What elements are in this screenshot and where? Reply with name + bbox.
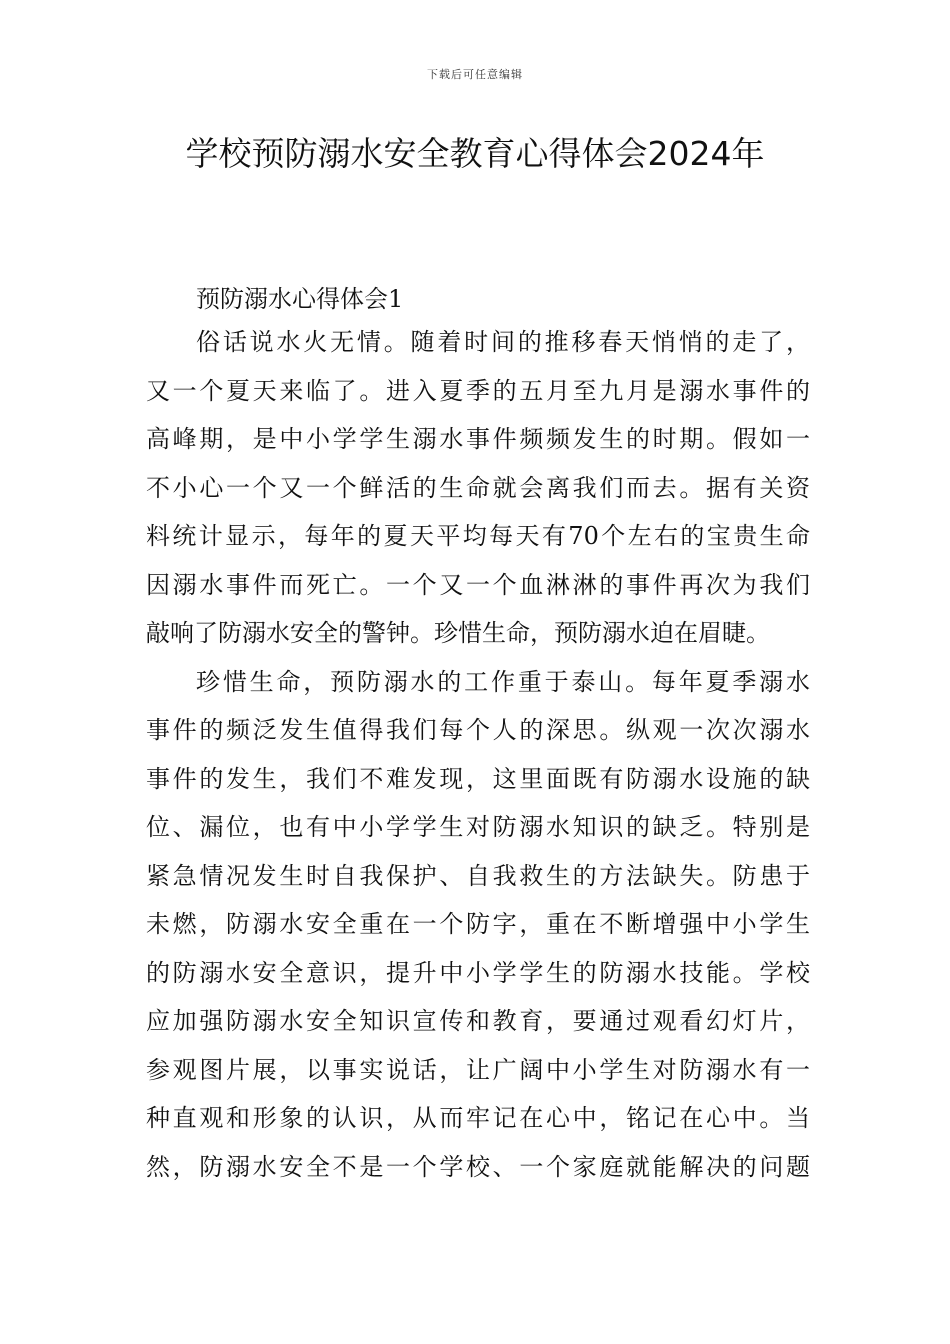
text-line: 俗话说水火无情。随着时间的推移春天悄悄的走了， <box>196 328 810 356</box>
text-line: 未燃，防溺水安全重在一个防字，重在不断增强中小学生 <box>146 910 810 938</box>
paragraph-2 <box>146 658 810 1192</box>
text-line: 敲响了防溺水安全的警钟。珍惜生命，预防溺水迫在眉睫。 <box>146 619 770 647</box>
section-heading: 预防溺水心得体会1 <box>196 285 404 313</box>
text-line: 位、漏位，也有中小学学生对防溺水知识的缺乏。特别是 <box>146 813 810 841</box>
text-line: 又一个夏天来临了。进入夏季的五月至九月是溺水事件的 <box>146 376 810 405</box>
text-line: 的防溺水安全意识，提升中小学学生的防溺水技能。学校 <box>146 958 810 987</box>
text-line: 珍惜生命，预防溺水的工作重于泰山。每年夏季溺水 <box>196 667 810 696</box>
text-line: 事件的频泛发生值得我们每个人的深思。纵观一次次溺水 <box>146 716 810 744</box>
text-line: 料统计显示，每年的夏天平均每天有70个左右的宝贵生命 <box>146 522 810 550</box>
text-line: 参观图片展，以事实说话，让广阔中小学生对防溺水有一 <box>146 1055 810 1084</box>
text-line: 应加强防溺水安全知识宣传和教育，要通过观看幻灯片， <box>146 1007 810 1035</box>
text-line: 种直观和形象的认识，从而牢记在心中，铭记在心中。当 <box>146 1104 810 1132</box>
text-line: 紧急情况发生时自我保护、自我救生的方法缺失。防患于 <box>146 861 810 890</box>
text-line: 然，防溺水安全不是一个学校、一个家庭就能解决的问题 <box>146 1152 810 1181</box>
text-line: 高峰期，是中小学学生溺水事件频频发生的时期。假如一 <box>146 425 810 453</box>
text-line: 事件的发生，我们不难发现，这里面既有防溺水设施的缺 <box>146 764 810 793</box>
text-line: 因溺水事件而死亡。一个又一个血淋淋的事件再次为我们 <box>146 570 810 599</box>
header-note: 下载后可任意编辑 <box>427 68 523 81</box>
document-body <box>146 280 810 1191</box>
document-title: 学校预防溺水安全教育心得体会2024年 <box>185 134 765 173</box>
paragraph-1 <box>146 318 810 658</box>
text-line: 不小心一个又一个鲜活的生命就会离我们而去。据有关资 <box>146 473 810 502</box>
